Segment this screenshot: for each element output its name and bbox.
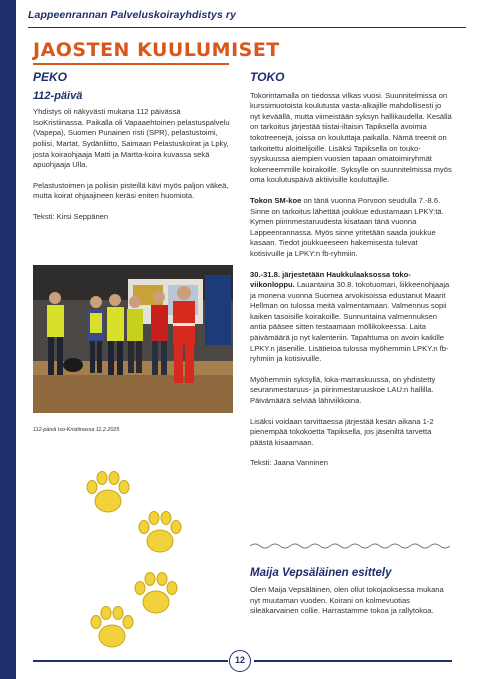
maija-paragraph: Olen Maija Vepsäläinen, olen ollut tokojaoksessa mukana nyt muutaman vuoden. Koirani on kolmevuotias sileäkarvainen collie. Harrastamme tokoa ja rallytokoa. xyxy=(250,585,444,616)
page-header xyxy=(16,0,480,30)
paw-print-icon xyxy=(84,600,140,656)
peko-paragraph-1: Yhdistys oli näkyvästi mukana 112 päivässä IsoKristiinassa. Paikalla oli Vapaaehtoinen pelastuspalvelu (Vapepa), Suomen Punainen risti (SPR), pelastustoimi, poliisi, Martat, Sydänliitto, Saimaan Pelastuskoirat ja Lpky, josta koiraohjaaja Matti ja Martta-koira kuvassa sekä apuohjaaja Ulla. xyxy=(33,107,230,170)
wavy-divider xyxy=(250,542,450,550)
toko-paragraph-1: Tokorintamalla on tiedossa vilkas vuosi. Suunnitelmissa on kurssimuotoista koulutusta vasta-alkajille mahdollisesti jo nyt keväällä, mutta viimeistään syksyn hallikaudella. Kesällä on tarkoitus järjestää tiistai-iltaisin Tapiksella avoimia tokotreenejä, joissa on kouluttaja paikalla. Nämä treenit on tarkoitettu aloittelijoille. Lisäksi Tapiksella on touko-syyskuussa aiempien vuosien tapaan omatoimiryhmät kokeneemmille koirakoille. Syksylle on suunnitelmissa myös oma koulutuspäivä aktiivisille kouluttajille. xyxy=(250,90,452,185)
footer-rule-right xyxy=(254,660,452,662)
page-number: 12 xyxy=(229,650,251,672)
paw-print-icon xyxy=(80,465,136,521)
toko-paragraph-5: Lisäksi voidaan tarvittaessa järjestää kesän aikana 1-2 pienempää tokokoetta Tapiksella, jos jäseniltä tarvetta päästä kisaamaan. xyxy=(250,416,434,447)
peko-paragraph-2: Pelastustoimen ja poliisin pisteillä kävi myös paljon väkeä, mutta koirat ohjaajineen keräsi eniten huomiota. xyxy=(33,180,229,201)
section-heading-toko: TOKO xyxy=(250,70,285,84)
toko-paragraph-4: Myöhemmin syksyllä, loka-marraskuussa, on yhdistetty seuranmestaruus- ja piirinmestaruuskoe LAU:n hallilla. Päivämäärä selviää lähiviikkoina. xyxy=(250,374,436,406)
sm-koe-text: on tänä vuonna Porvoon seudulla 7.-8.6. Sinne on tarkoitus lähettää joukkue edustamaan LPKY:tä. Kymen piirinmestaruudesta kisataan tänä vuonna Lappeenrannassa. Myös sinne yritetään saada joukkue kasaan. Tiedot joukkueeseen hakemisesta tulevat kotisivuille ja LPKY:n fb-ryhmiin. xyxy=(250,195,444,258)
left-color-band xyxy=(0,0,16,679)
toko-weekend-lead: 30.-31.8. järjestetään Haukkulaaksossa toko-viikonloppu. xyxy=(250,269,411,290)
left-column xyxy=(33,72,233,233)
footer-rule-left xyxy=(33,660,228,662)
sm-koe-lead: Tokon SM-koe xyxy=(250,195,302,205)
toko-paragraph-3 xyxy=(250,270,452,365)
toko-paragraph-2 xyxy=(250,196,452,260)
photo-caption: 112-päivä Iso-Kristiinassa 11.2.2025 xyxy=(33,427,120,433)
right-column xyxy=(250,72,452,479)
header-rule xyxy=(28,27,466,28)
page-title: JAOSTEN KUULUMISET xyxy=(33,39,280,61)
peko-author: Teksti: Kirsi Seppänen xyxy=(33,211,109,221)
paw-print-icon xyxy=(132,505,188,561)
toko-author: Teksti: Jaana Vanninen xyxy=(250,458,328,468)
maija-heading: Maija Vepsäläinen esittely xyxy=(250,567,392,579)
subheading-112-paiva: 112-päivä xyxy=(33,89,83,102)
title-underline xyxy=(33,63,229,65)
event-photo xyxy=(33,265,233,413)
header-title: Lappeenrannan Palveluskoirayhdistys ry xyxy=(28,9,237,21)
toko-weekend-text: Lauantaina 30.8. tokotuomari, liikkeenohjaaja ja monena vuonna Suomea arvokisoissa edustanut Maarit Hellman on tulossa meitä valmentamaan. Valmennus sopii kaiken tasoisille koirakoille. Sunnuntaina valmennuksen antia pääsee sitten testaamaan möllikokeessa. Laita päivämäärä jo nyt kalenteriin. Tapahtuma on avoin kaikille LPKY.n jäsenille. Lisätietoa tulossa myöhemmin LPKY.n fb-ryhmiin ja kotisivuille. xyxy=(250,280,450,364)
section-heading-peko: PEKO xyxy=(33,70,68,84)
